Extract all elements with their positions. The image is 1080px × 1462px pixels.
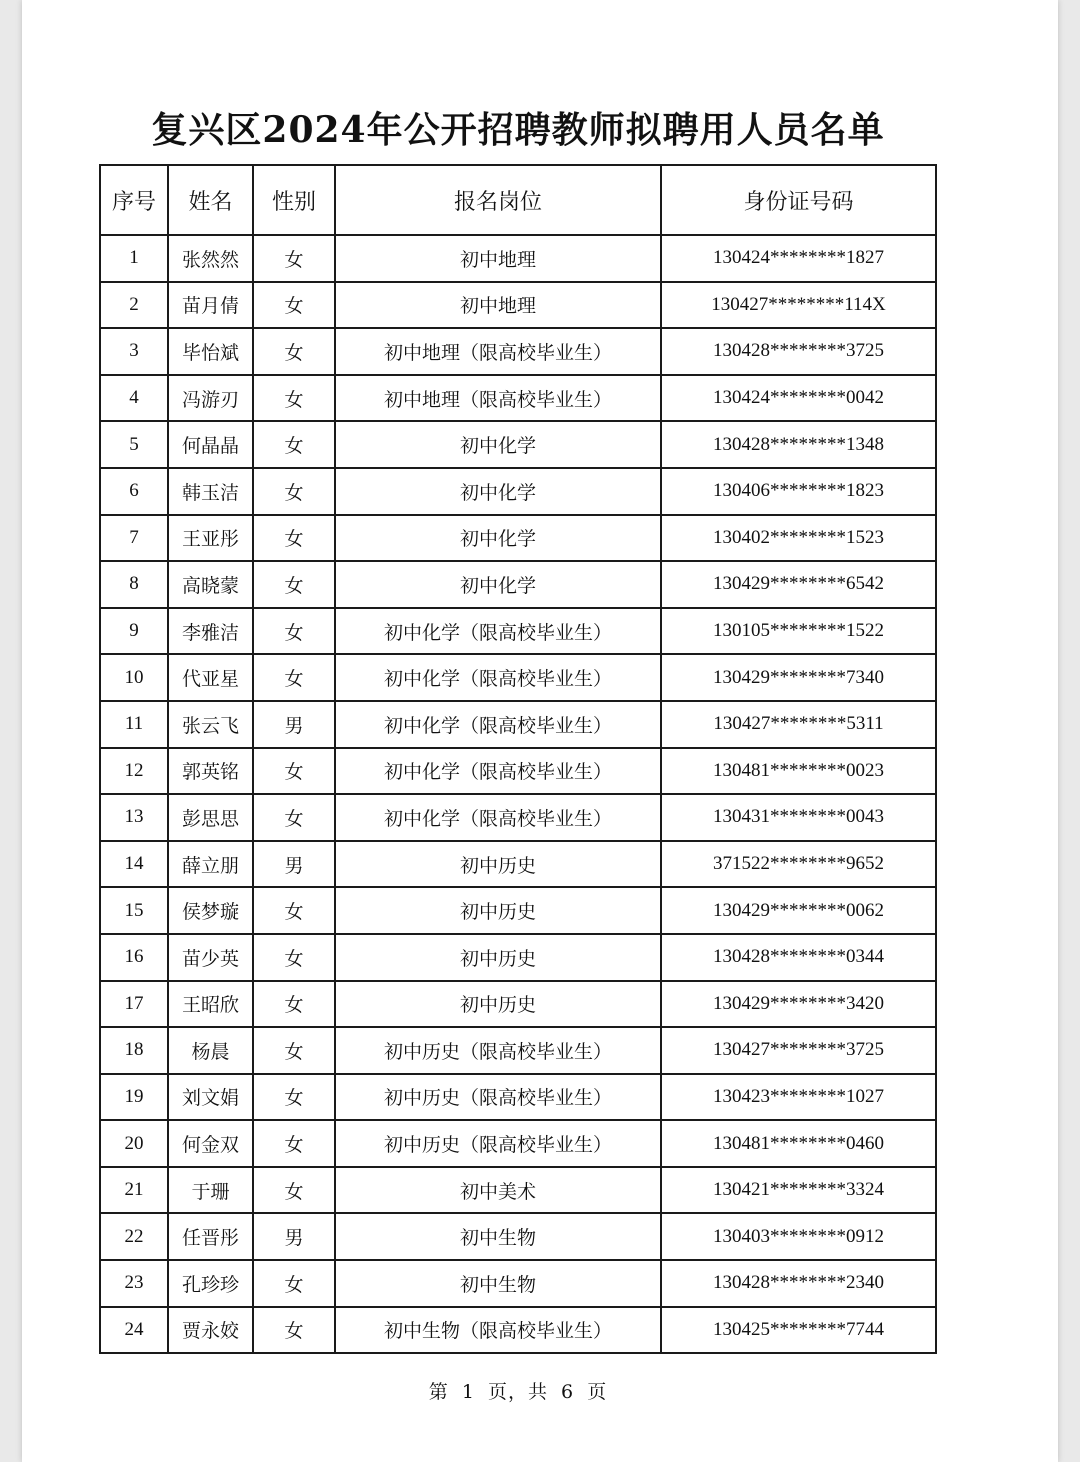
table-row: [100, 1307, 936, 1354]
cell-name: 王亚彤: [168, 515, 253, 562]
cell-name: 薛立朋: [168, 841, 253, 888]
page-title: 复兴区2024年公开招聘教师拟聘用人员名单: [151, 109, 885, 151]
cell-id: 130427********114X: [661, 282, 936, 329]
cell-no: 15: [100, 887, 168, 934]
cell-gender: 女: [253, 328, 335, 375]
table-row: [100, 748, 936, 795]
cell-name: 苗月倩: [168, 282, 253, 329]
cell-id: 130429********6542: [661, 561, 936, 608]
cell-name: 何晶晶: [168, 421, 253, 468]
cell-id: 130423********1027: [661, 1074, 936, 1121]
cell-no: 12: [100, 748, 168, 795]
table-row: [100, 654, 936, 701]
hire-list-table: [99, 164, 937, 1354]
cell-name: 刘文娟: [168, 1074, 253, 1121]
cell-gender: 女: [253, 1074, 335, 1121]
cell-id: 130429********0062: [661, 887, 936, 934]
cell-no: 22: [100, 1213, 168, 1260]
footer-current-page: 1: [461, 1381, 475, 1403]
cell-gender: 女: [253, 421, 335, 468]
table-row: [100, 515, 936, 562]
cell-position: 初中历史: [335, 887, 661, 934]
cell-name: 高晓蒙: [168, 561, 253, 608]
cell-id: 130428********2340: [661, 1260, 936, 1307]
column-header-id: 身份证号码: [661, 165, 936, 235]
table-row: [100, 1027, 936, 1074]
cell-name: 苗少英: [168, 934, 253, 981]
cell-no: 23: [100, 1260, 168, 1307]
cell-gender: 男: [253, 1213, 335, 1260]
table-header-row: [100, 165, 936, 235]
cell-name: 杨晨: [168, 1027, 253, 1074]
cell-name: 彭思思: [168, 794, 253, 841]
cell-position: 初中地理（限高校毕业生）: [335, 328, 661, 375]
cell-gender: 女: [253, 1120, 335, 1167]
cell-name: 代亚星: [168, 654, 253, 701]
cell-no: 9: [100, 608, 168, 655]
cell-position: 初中历史（限高校毕业生）: [335, 1074, 661, 1121]
cell-no: 8: [100, 561, 168, 608]
cell-name: 于珊: [168, 1167, 253, 1214]
cell-id: 130427********5311: [661, 701, 936, 748]
cell-id: 130424********0042: [661, 375, 936, 422]
cell-position: 初中历史: [335, 841, 661, 888]
cell-gender: 男: [253, 701, 335, 748]
cell-name: 冯游刃: [168, 375, 253, 422]
cell-id: 130429********7340: [661, 654, 936, 701]
cell-position: 初中历史: [335, 934, 661, 981]
cell-id: 130406********1823: [661, 468, 936, 515]
footer-prefix: 第: [428, 1381, 449, 1403]
cell-no: 2: [100, 282, 168, 329]
cell-position: 初中历史: [335, 981, 661, 1028]
column-header-no: 序号: [100, 165, 168, 235]
table-body: [100, 235, 936, 1353]
cell-position: 初中生物: [335, 1260, 661, 1307]
cell-id: 130481********0460: [661, 1120, 936, 1167]
cell-no: 13: [100, 794, 168, 841]
column-header-gender: 性别: [253, 165, 335, 235]
cell-name: 何金双: [168, 1120, 253, 1167]
cell-name: 郭英铭: [168, 748, 253, 795]
cell-id: 130427********3725: [661, 1027, 936, 1074]
cell-position: 初中历史（限高校毕业生）: [335, 1027, 661, 1074]
cell-id: 371522********9652: [661, 841, 936, 888]
cell-id: 130428********1348: [661, 421, 936, 468]
table-row: [100, 1167, 936, 1214]
cell-gender: 女: [253, 748, 335, 795]
table-row: [100, 561, 936, 608]
cell-position: 初中化学: [335, 421, 661, 468]
cell-name: 毕怡斌: [168, 328, 253, 375]
cell-id: 130402********1523: [661, 515, 936, 562]
cell-id: 130481********0023: [661, 748, 936, 795]
cell-id: 130403********0912: [661, 1213, 936, 1260]
cell-name: 任晋彤: [168, 1213, 253, 1260]
cell-no: 7: [100, 515, 168, 562]
cell-id: 130105********1522: [661, 608, 936, 655]
cell-position: 初中美术: [335, 1167, 661, 1214]
cell-no: 18: [100, 1027, 168, 1074]
cell-name: 张云飞: [168, 701, 253, 748]
cell-name: 李雅洁: [168, 608, 253, 655]
cell-gender: 女: [253, 468, 335, 515]
cell-position: 初中化学（限高校毕业生）: [335, 701, 661, 748]
cell-gender: 女: [253, 1307, 335, 1354]
cell-gender: 女: [253, 1260, 335, 1307]
table-row: [100, 608, 936, 655]
table-row: [100, 235, 936, 282]
cell-no: 16: [100, 934, 168, 981]
cell-gender: 女: [253, 1167, 335, 1214]
cell-name: 侯梦璇: [168, 887, 253, 934]
table-row: [100, 375, 936, 422]
cell-no: 17: [100, 981, 168, 1028]
table-row: [100, 981, 936, 1028]
cell-position: 初中地理: [335, 282, 661, 329]
cell-gender: 女: [253, 887, 335, 934]
cell-no: 24: [100, 1307, 168, 1354]
cell-id: 130431********0043: [661, 794, 936, 841]
cell-gender: 女: [253, 515, 335, 562]
cell-no: 1: [100, 235, 168, 282]
cell-gender: 女: [253, 608, 335, 655]
cell-gender: 女: [253, 282, 335, 329]
cell-id: 130428********0344: [661, 934, 936, 981]
cell-no: 10: [100, 654, 168, 701]
cell-id: 130424********1827: [661, 235, 936, 282]
cell-position: 初中历史（限高校毕业生）: [335, 1120, 661, 1167]
cell-name: 王昭欣: [168, 981, 253, 1028]
cell-no: 19: [100, 1074, 168, 1121]
table-row: [100, 1260, 936, 1307]
cell-no: 21: [100, 1167, 168, 1214]
cell-no: 11: [100, 701, 168, 748]
cell-name: 韩玉洁: [168, 468, 253, 515]
cell-gender: 女: [253, 1027, 335, 1074]
cell-name: 张然然: [168, 235, 253, 282]
cell-no: 4: [100, 375, 168, 422]
table-row: [100, 1120, 936, 1167]
footer-suffix: 页: [587, 1381, 608, 1403]
cell-id: 130428********3725: [661, 328, 936, 375]
table-row: [100, 328, 936, 375]
table-row: [100, 701, 936, 748]
cell-gender: 女: [253, 561, 335, 608]
cell-name: 贾永姣: [168, 1307, 253, 1354]
cell-no: 3: [100, 328, 168, 375]
cell-gender: 女: [253, 794, 335, 841]
table-row: [100, 1074, 936, 1121]
cell-position: 初中化学（限高校毕业生）: [335, 654, 661, 701]
cell-name: 孔珍珍: [168, 1260, 253, 1307]
table-row: [100, 794, 936, 841]
cell-position: 初中生物（限高校毕业生）: [335, 1307, 661, 1354]
cell-gender: 女: [253, 375, 335, 422]
cell-gender: 男: [253, 841, 335, 888]
cell-gender: 女: [253, 654, 335, 701]
footer-total-pages: 6: [561, 1381, 575, 1403]
cell-id: 130429********3420: [661, 981, 936, 1028]
table-row: [100, 841, 936, 888]
cell-no: 20: [100, 1120, 168, 1167]
page-footer: [0, 1377, 1058, 1404]
cell-position: 初中化学: [335, 561, 661, 608]
cell-no: 5: [100, 421, 168, 468]
column-header-position: 报名岗位: [335, 165, 661, 235]
cell-gender: 女: [253, 934, 335, 981]
footer-mid: 页，共: [487, 1381, 548, 1403]
cell-position: 初中地理（限高校毕业生）: [335, 375, 661, 422]
table-row: [100, 421, 936, 468]
cell-position: 初中化学: [335, 515, 661, 562]
cell-id: 130421********3324: [661, 1167, 936, 1214]
table-row: [100, 282, 936, 329]
table-row: [100, 1213, 936, 1260]
cell-no: 6: [100, 468, 168, 515]
table-row: [100, 468, 936, 515]
cell-position: 初中化学: [335, 468, 661, 515]
cell-id: 130425********7744: [661, 1307, 936, 1354]
cell-position: 初中生物: [335, 1213, 661, 1260]
cell-position: 初中地理: [335, 235, 661, 282]
cell-gender: 女: [253, 981, 335, 1028]
cell-no: 14: [100, 841, 168, 888]
table-row: [100, 934, 936, 981]
cell-gender: 女: [253, 235, 335, 282]
cell-position: 初中化学（限高校毕业生）: [335, 748, 661, 795]
column-header-name: 姓名: [168, 165, 253, 235]
cell-position: 初中化学（限高校毕业生）: [335, 608, 661, 655]
table-row: [100, 887, 936, 934]
cell-position: 初中化学（限高校毕业生）: [335, 794, 661, 841]
